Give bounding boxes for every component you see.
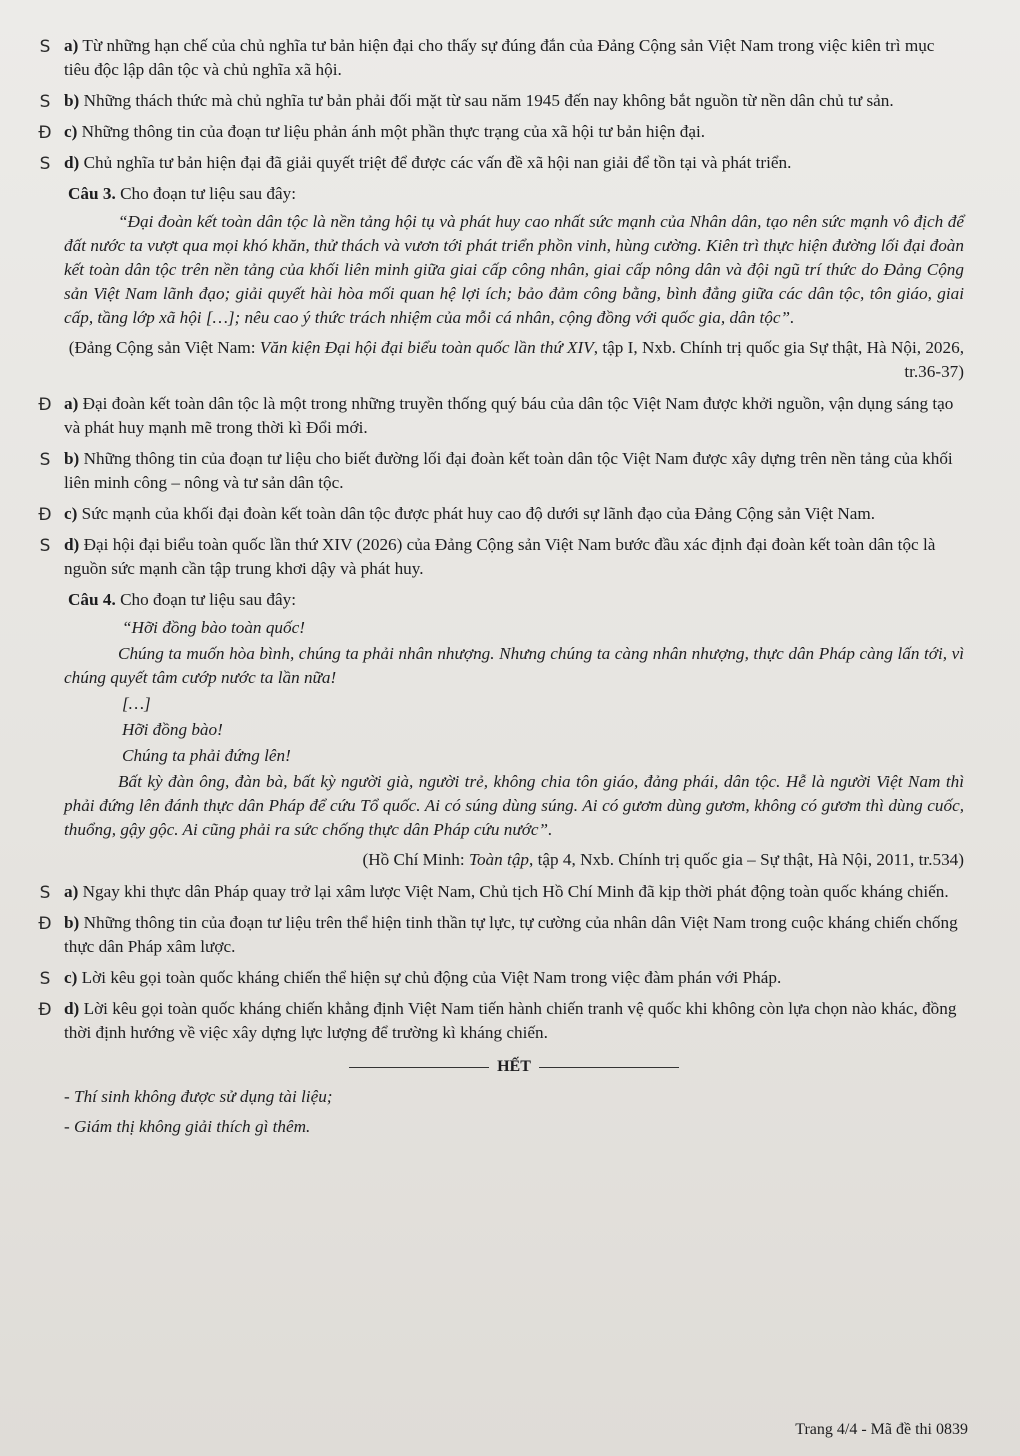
q2-option-b (39, 89, 964, 113)
q2-option-c (38, 120, 964, 144)
page-footer: Trang 4/4 - Mã đề thi 0839 (795, 1421, 968, 1438)
answer-mark: S (39, 37, 51, 57)
option-text: Từ những hạn chế của chủ nghĩa tư bản hiện đại cho thấy sự đúng đắn của Đảng Cộng sản Việt Nam trong việc kiên trì mục tiêu độc lập dân tộc và chủ nghĩa xã hội. (64, 36, 935, 79)
q2-options (38, 34, 964, 175)
quote-line: Bất kỳ đàn ông, đàn bà, bất kỳ người già, người trẻ, không chia tôn giáo, đảng phái, dân tộc. Hễ là người Việt Nam thì phải đứng lên đánh thực dân Pháp để cứu Tổ quốc. Ai có súng dùng súng. Ai có gươm dùng gươm, không có gươm thì dùng cuốc, thuổng, gậy gộc. Ai cũng phải ra sức chống thực dân Pháp cứu nước”. (64, 772, 964, 839)
question-3-heading (68, 182, 964, 206)
q3-option-c (38, 502, 964, 526)
answer-mark: S (39, 536, 51, 556)
quote-line: “Hỡi đồng bào toàn quốc! (122, 618, 305, 637)
quote-line: Hỡi đồng bào! (122, 720, 223, 739)
q2-option-d (39, 151, 964, 175)
option-text: Những thông tin của đoạn tư liệu phản ánh một phần thực trạng của xã hội tư bản hiện đại. (81, 122, 706, 141)
answer-mark: S (39, 154, 51, 174)
q4-source (64, 848, 964, 872)
option-label: b) (64, 913, 80, 932)
question-intro: Cho đoạn tư liệu sau đây: (120, 184, 296, 203)
answer-mark: S (39, 450, 51, 470)
question-number: Câu 3. (68, 184, 116, 203)
option-label: d) (64, 535, 80, 554)
option-text: Những thách thức mà chủ nghĩa tư bản phải đối mặt từ sau năm 1945 đến nay không bắt nguồn từ nền dân chủ tư sản. (83, 91, 894, 110)
answer-mark: Đ (38, 123, 52, 143)
q3-source (64, 336, 964, 384)
answer-mark: Đ (38, 395, 52, 415)
q3-option-b (39, 447, 964, 495)
option-text: Đại hội đại biểu toàn quốc lần thứ XIV (2026) của Đảng Cộng sản Việt Nam bước đầu xác định đại đoàn kết toàn dân tộc là nguồn sức mạnh cần tập trung khơi dậy và phát huy. (64, 535, 936, 578)
answer-mark: S (39, 883, 51, 903)
divider (349, 1067, 489, 1068)
option-label: b) (64, 449, 80, 468)
option-label: b) (64, 91, 80, 110)
question-intro: Cho đoạn tư liệu sau đây: (120, 590, 296, 609)
exam-notes (64, 1085, 964, 1139)
option-label: a) (64, 36, 79, 55)
q4-option-a (39, 880, 964, 904)
source-suffix: , tập 4, Nxb. Chính trị quốc gia – Sự thật, Hà Nội, 2011, tr.534) (529, 850, 964, 869)
option-label: d) (64, 999, 80, 1018)
source-prefix: (Đảng Cộng sản Việt Nam: (68, 338, 260, 357)
option-label: c) (64, 504, 78, 523)
option-text: Sức mạnh của khối đại đoàn kết toàn dân tộc được phát huy cao độ dưới sự lãnh đạo của Đảng Cộng sản Việt Nam. (81, 504, 876, 523)
option-text: Những thông tin của đoạn tư liệu cho biết đường lối đại đoàn kết toàn dân tộc Việt Nam được xây dựng trên nền tảng của khối liên minh công – nông và tư sản dân tộc. (64, 449, 953, 492)
quote-line: Chúng ta muốn hòa bình, chúng ta phải nhân nhượng. Nhưng chúng ta càng nhân nhượng, thực dân Pháp càng lấn tới, vì chúng quyết tâm cướp nước ta lần nữa! (64, 644, 964, 687)
question-3 (38, 182, 964, 581)
end-marker (64, 1055, 964, 1079)
option-text: Đại đoàn kết toàn dân tộc là một trong những truyền thống quý báu của dân tộc Việt Nam được khởi nguồn, vận dụng sáng tạo và phát huy mạnh mẽ trong thời kì Đổi mới. (64, 394, 954, 437)
answer-mark: Đ (38, 1000, 52, 1020)
option-label: a) (64, 394, 79, 413)
option-text: Những thông tin của đoạn tư liệu trên thể hiện tinh thần tự lực, tự cường của nhân dân Việt Nam trong cuộc kháng chiến chống thực dân Pháp xâm lược. (64, 913, 958, 956)
q4-option-b (38, 911, 964, 959)
answer-mark: S (39, 92, 51, 112)
note-line: - Thí sinh không được sử dụng tài liệu; (64, 1087, 333, 1106)
source-work: Văn kiện Đại hội đại biểu toàn quốc lần thứ XIV (259, 338, 594, 357)
quote-line: Chúng ta phải đứng lên! (122, 746, 291, 765)
option-label: d) (64, 153, 80, 172)
end-text: HẾT (497, 1058, 531, 1075)
option-label: c) (64, 122, 78, 141)
quote-line: […] (122, 694, 151, 713)
quote-text: “Đại đoàn kết toàn dân tộc là nền tảng hội tụ và phát huy cao nhất sức mạnh của Nhân dân, tạo nên sức mạnh vô địch để đất nước ta vượt qua mọi khó khăn, thử thách và vươn tới phát triển phồn vinh, hùng cường. Kiên trì thực hiện đường lối đại đoàn kết toàn dân tộc trên nền tảng của khối liên minh giữa giai cấp công nhân, giai cấp nông dân và đội ngũ trí thức do Đảng Cộng sản Việt Nam lãnh đạo; giải quyết hài hòa mối quan hệ lợi ích; bảo đảm công bằng, bình đẳng giữa các dân tộc, tôn giáo, giai cấp, tầng lớp xã hội […]; nêu cao ý thức trách nhiệm của mỗi cá nhân, cộng đồng với quốc gia, dân tộc”. (64, 212, 964, 327)
q3-option-d (39, 533, 964, 581)
q3-option-a (38, 392, 964, 440)
option-text: Ngay khi thực dân Pháp quay trở lại xâm lược Việt Nam, Chủ tịch Hồ Chí Minh đã kịp thời phát động toàn quốc kháng chiến. (82, 882, 949, 901)
answer-mark: Đ (38, 914, 52, 934)
q4-option-d (38, 997, 964, 1045)
answer-mark: Đ (38, 505, 52, 525)
option-label: a) (64, 882, 79, 901)
q4-option-c (39, 966, 964, 990)
option-label: c) (64, 968, 78, 987)
question-number: Câu 4. (68, 590, 116, 609)
question-4-heading (68, 588, 964, 612)
answer-mark: S (39, 969, 51, 989)
q2-option-a (39, 34, 964, 82)
question-4 (38, 588, 964, 1045)
divider (539, 1067, 679, 1068)
option-text: Lời kêu gọi toàn quốc kháng chiến khẳng định Việt Nam tiến hành chiến tranh vệ quốc khi không còn lựa chọn nào khác, đồng thời định hướng về việc xây dựng lực lượng để trường kì kháng chiến. (64, 999, 957, 1042)
q4-quote (64, 616, 964, 842)
note-line: - Giám thị không giải thích gì thêm. (64, 1117, 311, 1136)
option-text: Chủ nghĩa tư bản hiện đại đã giải quyết triệt để được các vấn đề xã hội nan giải để tồn tại và phát triển. (83, 153, 792, 172)
source-suffix: , tập I, Nxb. Chính trị quốc gia Sự thật, Hà Nội, 2026, tr.36-37) (593, 338, 964, 381)
option-text: Lời kêu gọi toàn quốc kháng chiến thể hiện sự chủ động của Việt Nam trong việc đàm phán với Pháp. (81, 968, 782, 987)
source-prefix: (Hồ Chí Minh: (362, 850, 469, 869)
q3-quote (64, 210, 964, 330)
source-work: Toàn tập (468, 850, 530, 869)
